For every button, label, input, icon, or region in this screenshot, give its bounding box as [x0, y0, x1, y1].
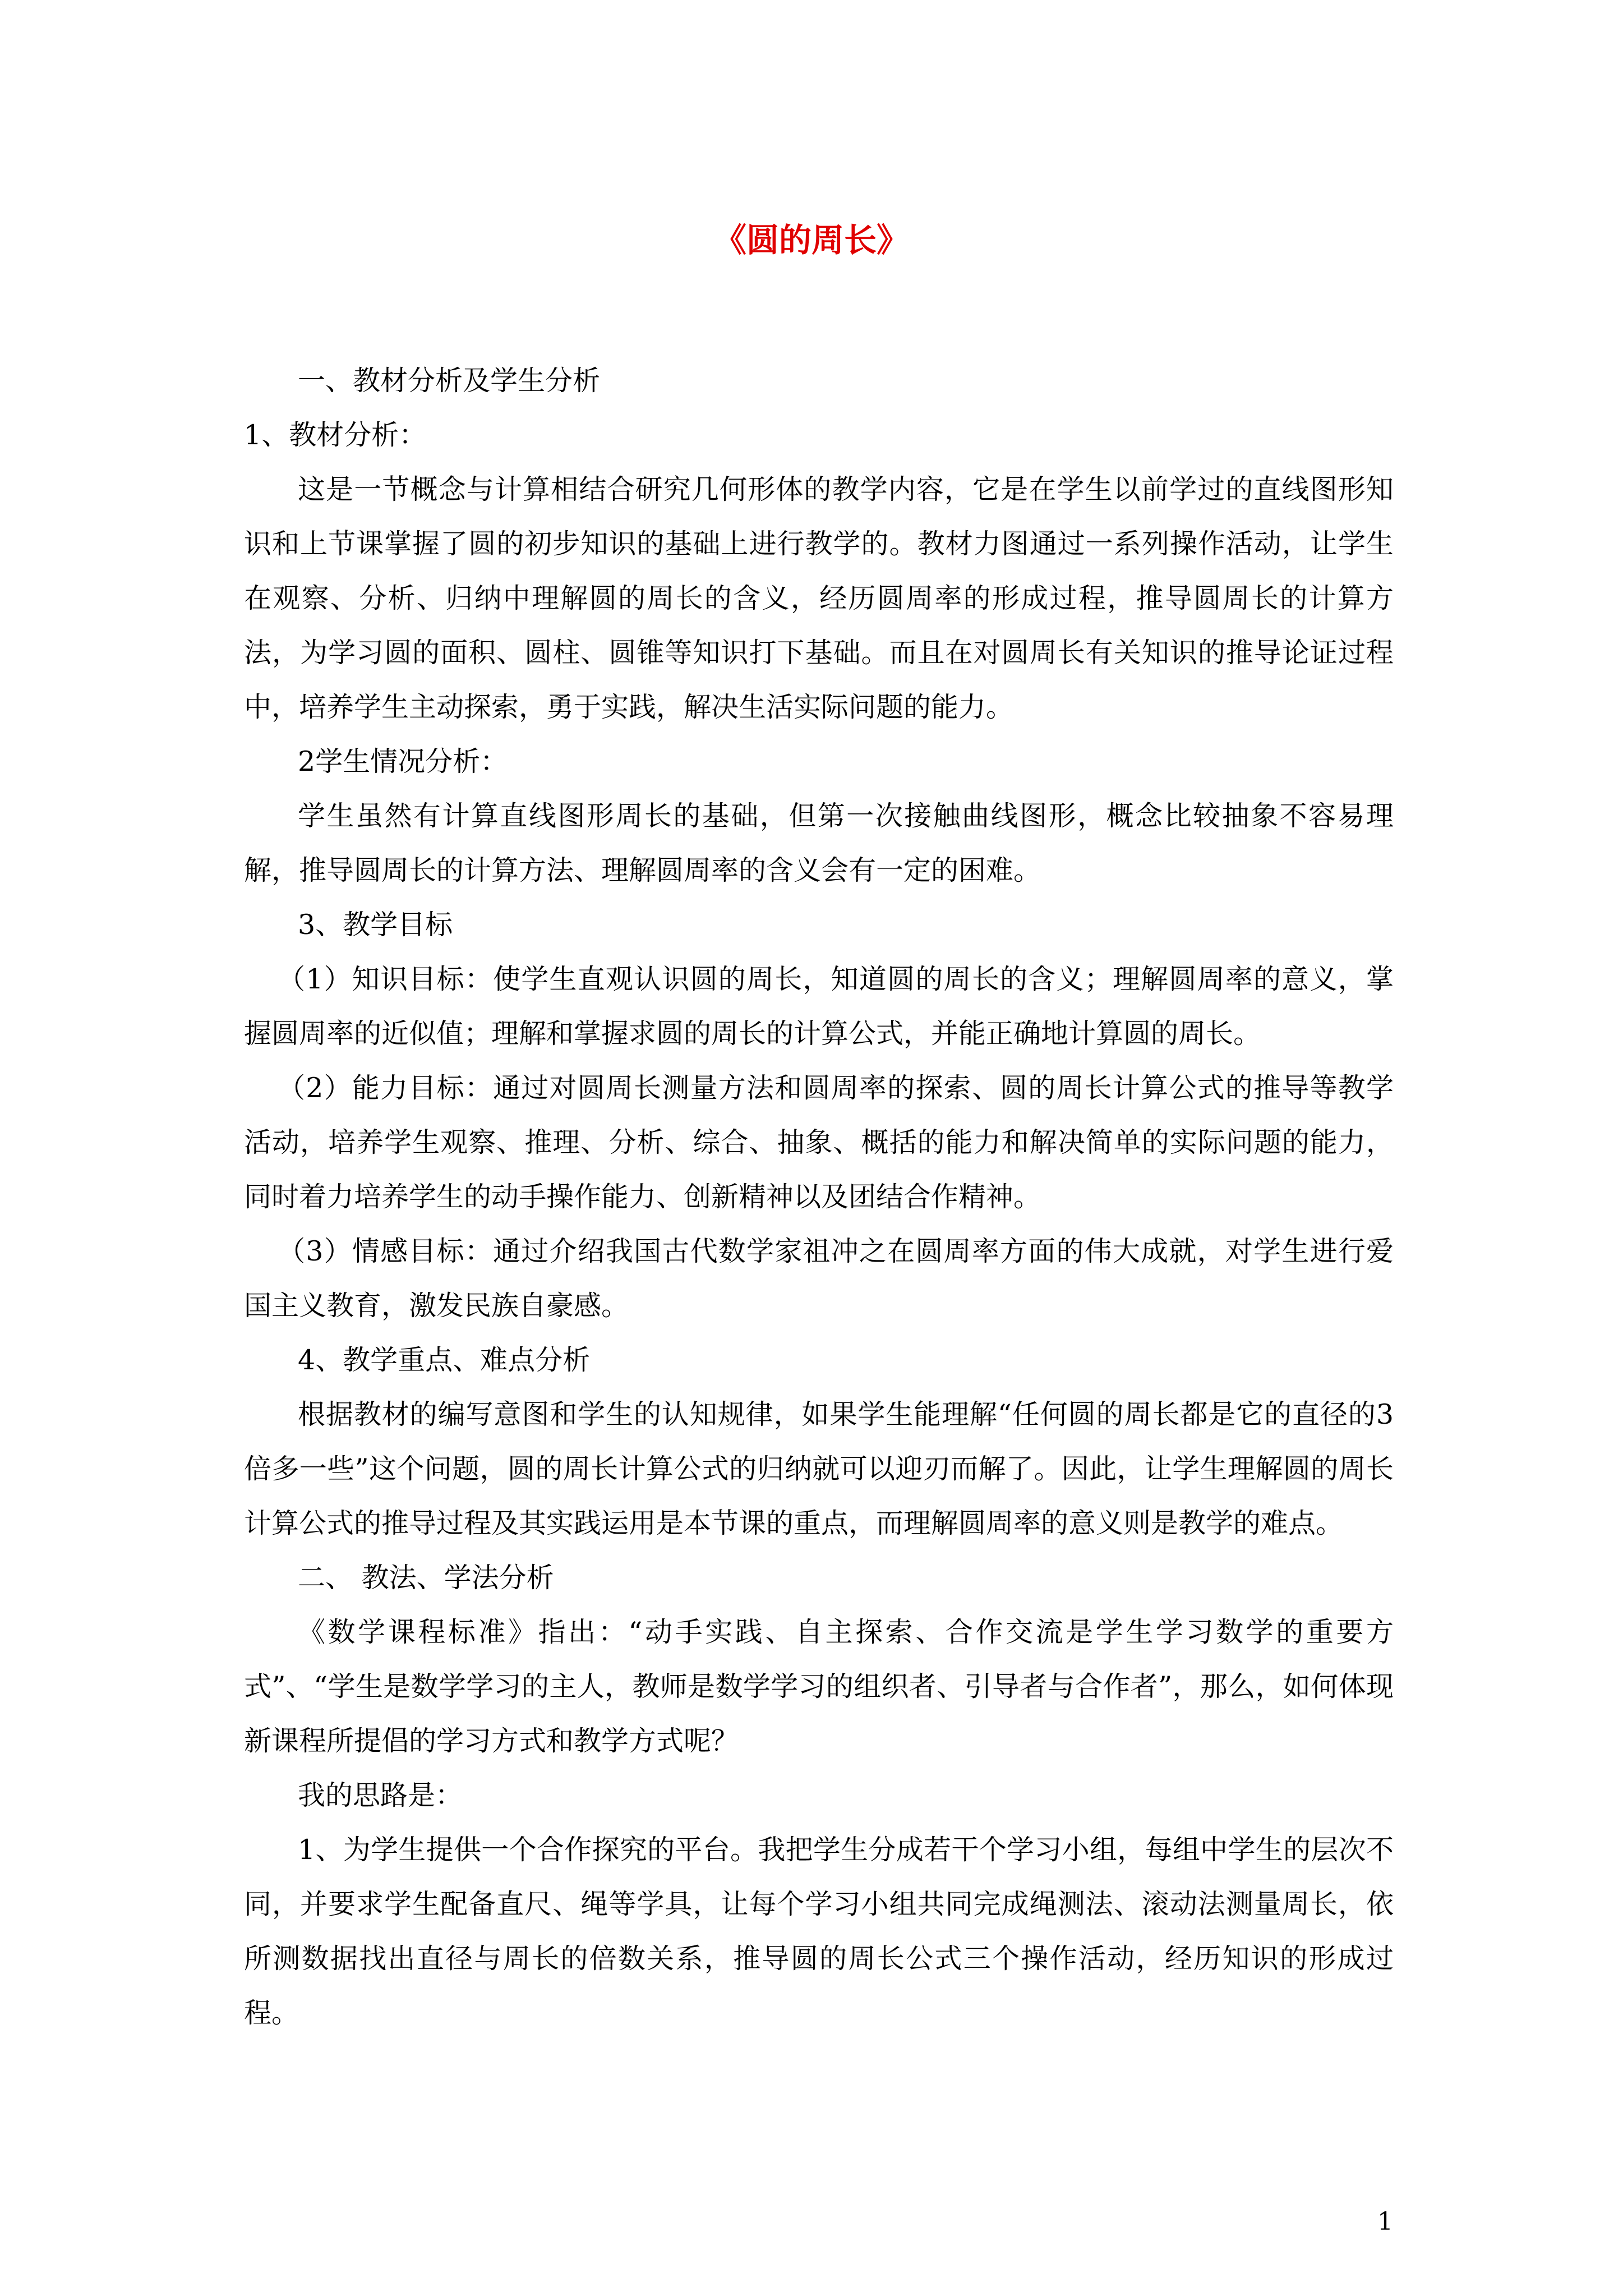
paragraph: 学生虽然有计算直线图形周长的基础，但第一次接触曲线图形，概念比较抽象不容易理解，推导圆周长的计算方法、理解圆周率的含义会有一定的困难。 — [244, 800, 1394, 886]
page-number: 1 — [1377, 2207, 1393, 2236]
document-body — [244, 353, 1394, 2040]
paragraph: 1、为学生提供一个合作探究的平台。我把学生分成若干个学习小组，每组中学生的层次不同，并要求学生配备直尺、绳等学具，让每个学习小组共同完成绳测法、滚动法测量周长，依所测数据找出直径与周长的倍数关系，推导圆的周长公式三个操作活动，经历知识的形成过程。 — [244, 1834, 1394, 2029]
document-title: 《圆的周长》 — [713, 221, 909, 259]
subsection-heading: 3、教学目标 — [298, 909, 453, 941]
paragraph: 根据教材的编写意图和学生的认知规律，如果学生能理解“任何圆的周长都是它的直径的3倍多一些”这个问题，圆的周长计算公式的归纳就可以迎刃而解了。因此，让学生理解圆的周长计算公式的推导过程及其实践运用是本节课的重点，而理解圆周率的意义则是教学的难点。 — [244, 1398, 1394, 1539]
subsection-heading: 2学生情况分析： — [298, 746, 508, 777]
section-heading: 二、 教法、学法分析 — [298, 1562, 554, 1594]
paragraph: 这是一节概念与计算相结合研究几何形体的教学内容，它是在学生以前学过的直线图形知识和上节课掌握了圆的初步知识的基础上进行教学的。教材力图通过一系列操作活动，让学生在观察、分析、归纳中理解圆的周长的含义，经历圆周率的形成过程，推导圆周长的计算方法，为学习圆的面积、圆柱、圆锥等知识打下基础。而且在对圆周长有关知识的推导论证过程中，培养学生主动探索，勇于实践，解决生活实际问题的能力。 — [244, 473, 1394, 723]
paragraph: （1）知识目标：使学生直观认识圆的周长，知道圆的周长的含义；理解圆周率的意义，掌握圆周率的近似值；理解和掌握求圆的周长的计算公式，并能正确地计算圆的周长。 — [244, 963, 1394, 1050]
paragraph: （2）能力目标：通过对圆周长测量方法和圆周率的探索、圆的周长计算公式的推导等教学活动，培养学生观察、推理、分析、综合、抽象、概括的能力和解决简单的实际问题的能力，同时着力培养学生的动手操作能力、创新精神以及团结合作精神。 — [244, 1072, 1394, 1213]
paragraph: （3）情感目标：通过介绍我国古代数学家祖冲之在圆周率方面的伟大成就，对学生进行爱国主义教育，激发民族自豪感。 — [244, 1235, 1394, 1322]
paragraph: 《数学课程标准》指出：“动手实践、自主探索、合作交流是学生学习数学的重要方式”、“学生是数学学习的主人，教师是数学学习的组织者、引导者与合作者”，那么，如何体现新课程所提倡的学习方式和教学方式呢？ — [244, 1616, 1394, 1757]
paragraph: 我的思路是： — [298, 1779, 463, 1811]
section-heading: 一、教材分析及学生分析 — [298, 365, 601, 397]
subsection-heading: 4、教学重点、难点分析 — [298, 1344, 591, 1376]
subsection-heading: 1、教材分析： — [244, 419, 427, 451]
